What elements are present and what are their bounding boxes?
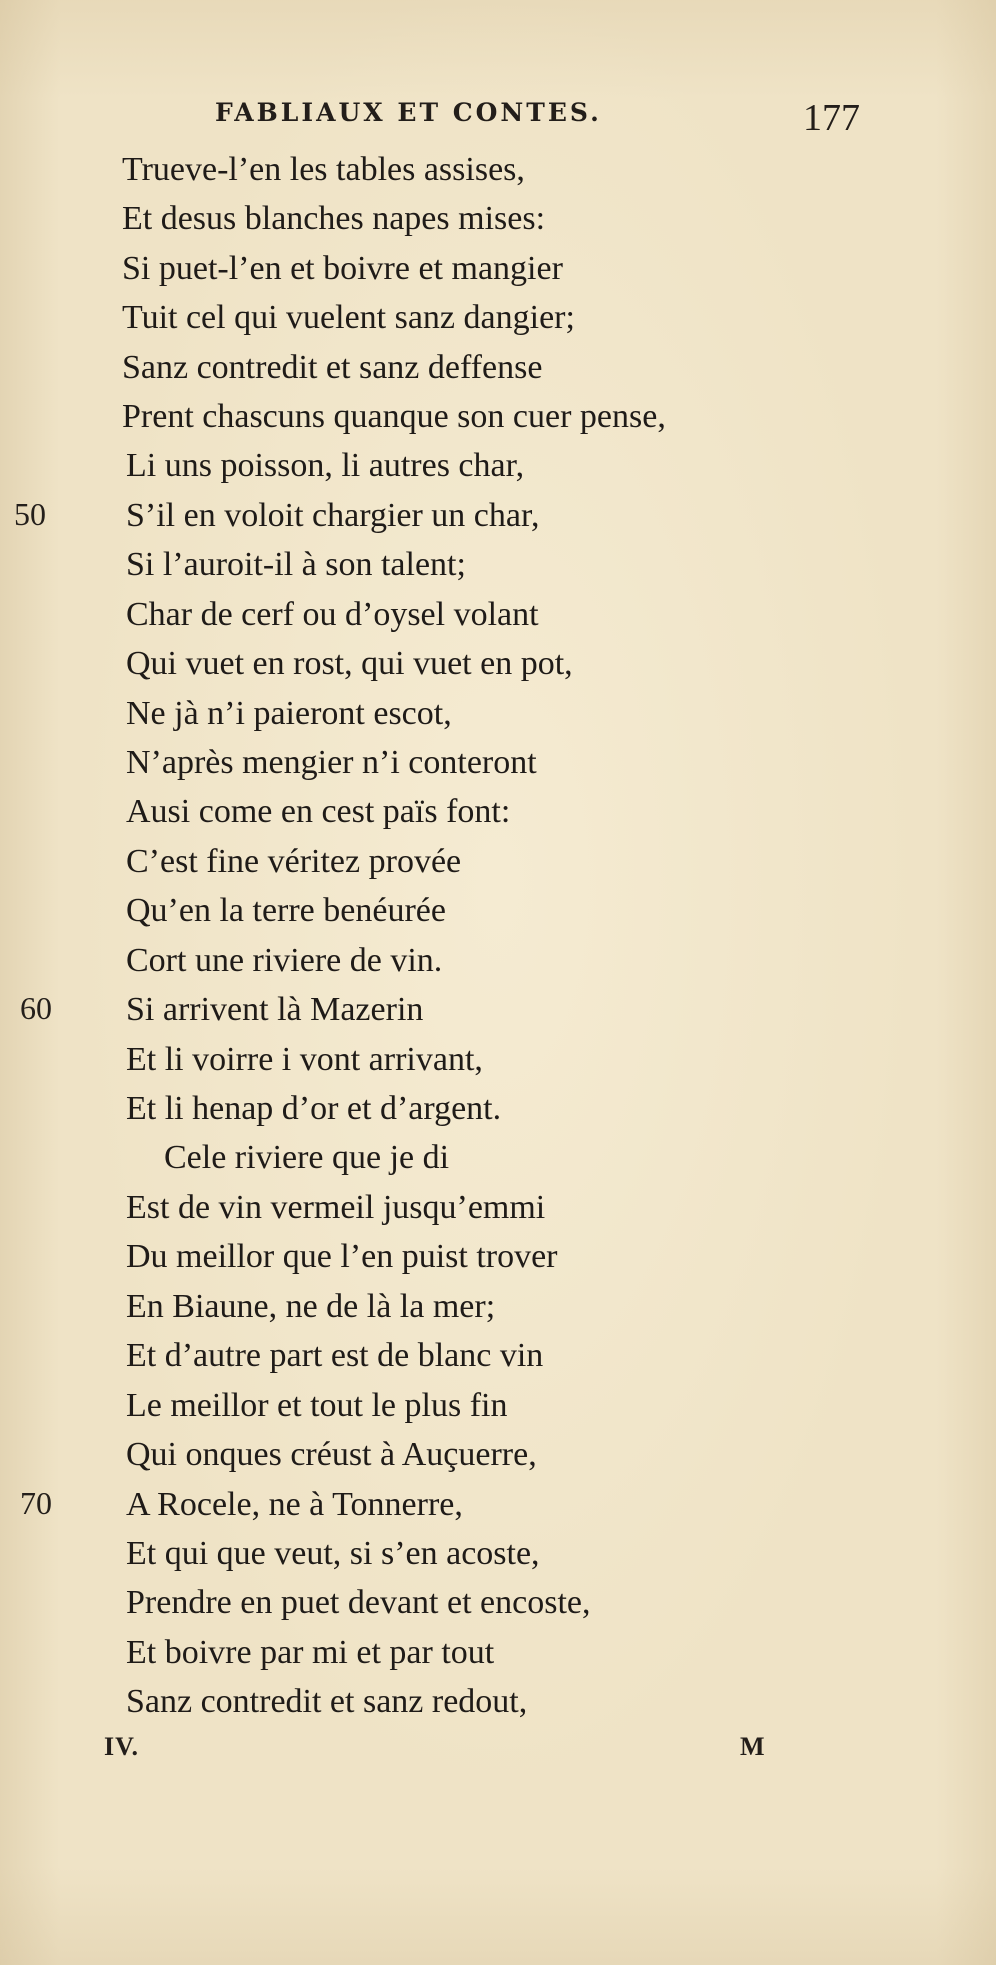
line-number: 70 [20,1485,52,1521]
verse-line: Qui vuet en rost, qui vuet en pot, [126,645,573,682]
verse-line: Tuit cel qui vuelent sanz dangier; [122,299,575,336]
verse-line: N’après mengier n’i conteront [126,744,537,781]
verse-line: Prent chascuns quanque son cuer pense, [122,398,666,435]
signature-mark: IV. [104,1732,140,1761]
gathering-mark: M [740,1732,765,1761]
verse-line: Et desus blanches napes mises: [122,200,546,237]
verse-line: Et qui que veut, si s’en acoste, [126,1535,540,1572]
verse-line: Prendre en puet devant et encoste, [126,1584,591,1621]
verse-line: Qu’en la terre benéurée [126,892,446,929]
verse-line: Si l’auroit-il à son talent; [126,546,466,583]
verse-line: Sanz contredit et sanz redout, [126,1683,528,1720]
verse-line: Du meillor que l’en puist trover [126,1238,558,1275]
verse-line: C’est fine véritez provée [126,843,462,880]
verse-line: Trueve-l’en les tables assises, [122,151,525,188]
verse-line: Et li henap d’or et d’argent. [126,1090,502,1127]
verse-line: Le meillor et tout le plus fin [126,1387,508,1424]
verse-line: Et li voirre i vont arrivant, [126,1041,483,1078]
verse-line: Cort une riviere de vin. [126,942,443,979]
verse-line: Est de vin vermeil jusqu’emmi [126,1189,546,1226]
verse-line: Si puet-l’en et boivre et mangier [122,250,563,287]
verse-line: En Biaune, ne de là la mer; [126,1288,496,1325]
verse-line: Ausi come en cest païs font: [126,793,511,830]
verse-line: Et d’autre part est de blanc vin [126,1337,544,1374]
verse-line: Li uns poisson, li autres char, [126,447,525,484]
page-number: 177 [803,97,860,139]
running-title: FABLIAUX ET CONTES. [215,98,602,127]
verse-line: S’il en voloit chargier un char, [126,497,540,534]
line-number: 50 [14,496,46,532]
verse-line: Char de cerf ou d’oysel volant [126,596,539,633]
verse-line: Et boivre par mi et par tout [126,1634,495,1671]
verse-line: Qui onques créust à Auçuerre, [126,1436,537,1473]
verse-line: A Rocele, ne à Tonnerre, [126,1486,463,1523]
verse-line: Sanz contredit et sanz deffense [122,349,543,386]
line-number: 60 [20,990,52,1026]
verse-line: Ne jà n’i paieront escot, [126,695,452,732]
verse-line: Si arrivent là Mazerin [126,991,424,1028]
verse-line: Cele riviere que je di [164,1139,450,1176]
